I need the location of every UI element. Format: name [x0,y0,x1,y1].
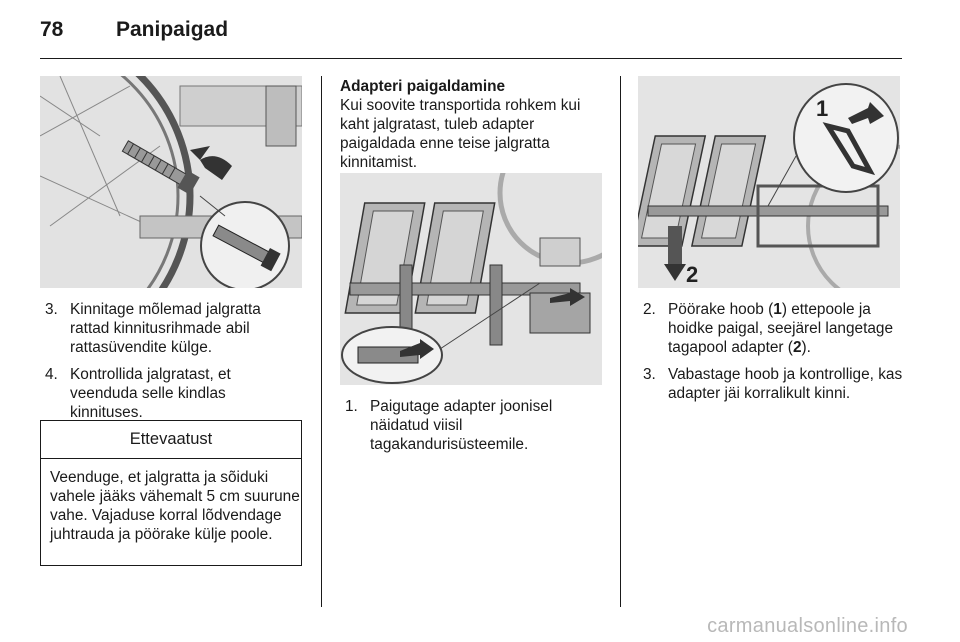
list-item [643,300,905,357]
step-text: Paigutage adapter joonisel näidatud viisil tagakandurisüsteemile. [370,398,553,453]
caution-title: Ettevaatust [41,421,301,459]
step-text: Vabastage hoob ja kontrollige, kas adapter jäi korralikult kinni. [668,366,903,402]
lever-adapter-illustration-icon [638,76,900,288]
steps-list [45,300,295,430]
step-number: 3. [45,301,58,318]
steps-list [345,397,600,462]
page-header [40,18,228,48]
page-title: Panipaigad [116,18,229,41]
step-number: 4. [45,366,58,383]
header-divider [40,58,902,59]
callout-number: 1 [816,96,829,121]
column-divider [620,76,621,607]
callout-number: 2 [686,262,699,287]
steps-list [643,300,905,411]
step-text: Pöörake hoob (1) ettepoole ja hoidke paigal, seejärel langetage tagapool adapter (2). [668,301,894,356]
bike-wheel-strap-illustration-icon [40,76,302,288]
step-text: Kontrollida jalgratast, et veenduda selle kindlas kinnituses. [70,366,231,421]
step-number: 1. [345,398,358,415]
adapter-mounting-illustration-icon [340,173,602,385]
section-heading: Adapteri paigaldamine [340,78,506,95]
list-item [643,365,905,403]
list-item [45,300,295,357]
list-item [345,397,600,454]
page-number: 78 [40,18,64,41]
section-intro-text: Kui soovite transportida rohkem kui kaht jalgratast, tuleb adapter paigaldada enne teise jalgratta kinnitamist. [340,97,581,171]
step-text: Kinnitage mõlemad jalgratta rattad kinnitusrihmade abil rattasüvendite külge. [70,301,261,356]
step-number: 3. [643,366,656,383]
list-item [45,365,295,422]
column-divider [321,76,322,607]
step-number: 2. [643,301,656,318]
caution-text: Veenduge, et jalgratta ja sõiduki vahele jääks vähemalt 5 cm suurune vahe. Vajaduse korral lõdvendage juhtrauda ja pöörake külje poole. [50,469,300,543]
section-intro [340,77,605,172]
watermark: carmanualsonline.info [707,615,908,637]
caution-box [40,420,302,566]
